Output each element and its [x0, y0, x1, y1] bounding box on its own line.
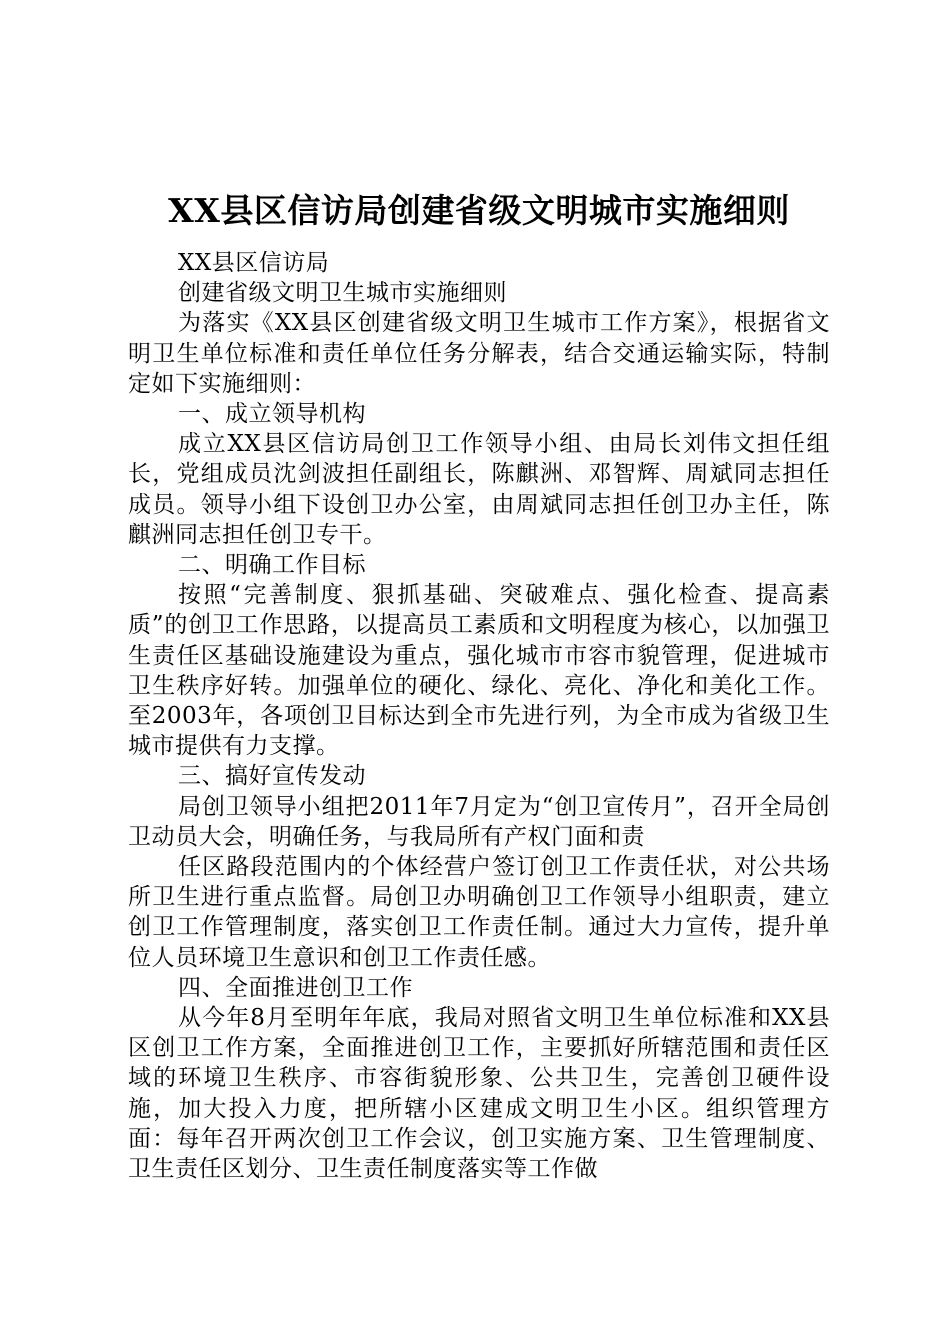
intro-paragraph: 为落实《XX县区创建省级文明卫生城市工作方案》，根据省文明卫生单位标准和责任单位任务分解表，结合交通运输实际，特制定如下实施细则：: [128, 310, 830, 397]
section-2-paragraph: 按照“完善制度、狠抓基础、突破难点、强化检查、提高素质”的创卫工作思路，以提高员工素质和文明程度为核心，以加强卫生责任区基础设施建设为重点，强化城市市容市貌管理，促进城市卫生秩序好转。加强单位的硬化、绿化、亮化、净化和美化工作。至2003年，各项创卫目标达到全市先进行列，为全市成为省级卫生城市提供有力支撑。: [128, 582, 830, 760]
section-heading-4: 四、全面推进创卫工作: [178, 974, 413, 1001]
section-3-paragraph-a: 局创卫领导小组把2011年7月定为“创卫宣传月”，召开全局创卫动员大会，明确任务，与我局所有产权门面和责: [128, 793, 830, 850]
section-3-paragraph-b: 任区路段范围内的个体经营户签订创卫工作责任状，对公共场所卫生进行重点监督。局创卫办明确创卫工作领导小组职责，建立创卫工作管理制度，落实创卫工作责任制。通过大力宣传，提升单位人员环境卫生意识和创卫工作责任感。: [128, 854, 830, 971]
subtitle-rules: 创建省级文明卫生城市实施细则: [178, 280, 507, 307]
section-heading-3: 三、搞好宣传发动: [178, 763, 366, 790]
document-body: [128, 248, 830, 1184]
section-4-paragraph: 从今年8月至明年年底，我局对照省文明卫生单位标准和XX县区创卫工作方案，全面推进创卫工作，主要抓好所辖范围和责任区域的环境卫生秩序、市容街貌形象、公共卫生，完善创卫硬件设施，加大投入力度，把所辖小区建成文明卫生小区。组织管理方面：每年召开两次创卫工作会议，创卫实施方案、卫生管理制度、卫生责任区划分、卫生责任制度落实等工作做: [128, 1005, 830, 1183]
section-heading-1: 一、成立领导机构: [178, 401, 366, 428]
subtitle-agency: XX县区信访局: [178, 250, 330, 276]
section-1-paragraph: 成立XX县区信访局创卫工作领导小组、由局长刘伟文担任组长，党组成员沈剑波担任副组长，陈麒洲、邓智辉、周斌同志担任成员。领导小组下设创卫办公室，由周斌同志担任创卫办主任，陈麒洲同志担任创卫专干。: [128, 431, 830, 548]
document-title: XX县区信访局创建省级文明城市实施细则: [168, 191, 790, 230]
section-heading-2: 二、明确工作目标: [178, 552, 366, 579]
